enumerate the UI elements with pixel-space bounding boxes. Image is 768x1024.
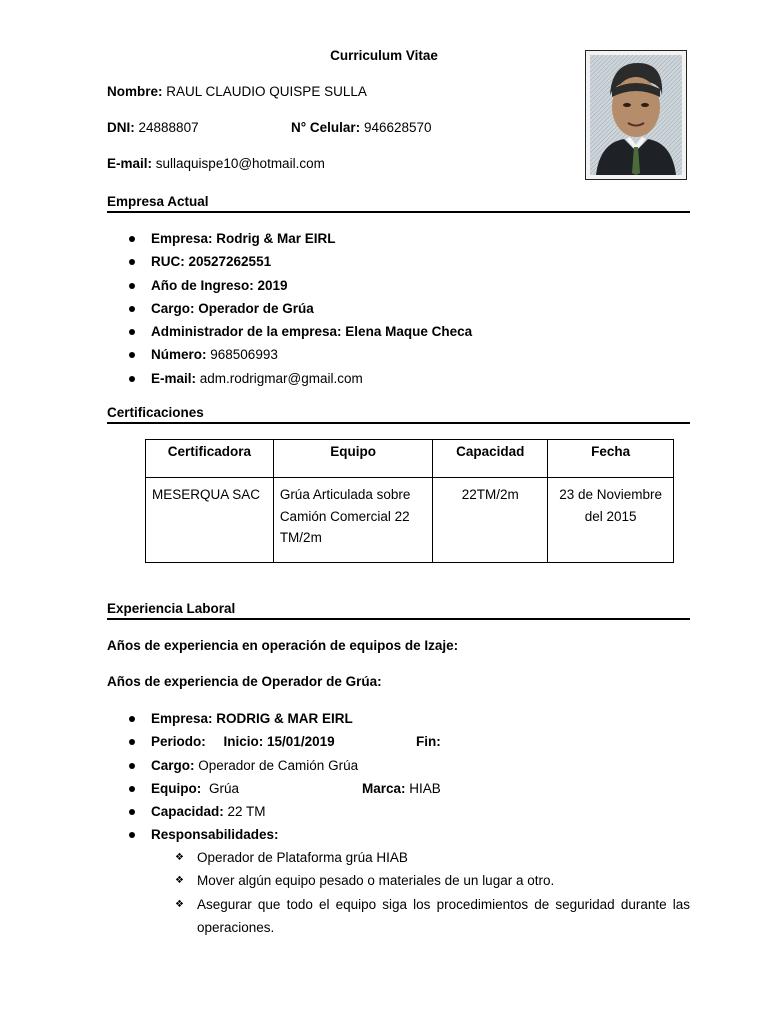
list-item: Capacidad: 22 TM (129, 800, 358, 823)
name-line (107, 84, 367, 99)
email-label: E-mail: (107, 156, 153, 171)
empresa-actual-list (129, 227, 472, 390)
certificaciones-heading: Certificaciones (107, 405, 690, 424)
celular-value: 946628570 (363, 120, 432, 135)
inicio-value: Inicio: 15/01/2019 (223, 734, 335, 750)
list-item: E-mail: adm.rodrigmar@gmail.com (129, 367, 472, 390)
list-item: Equipo: Grúa Marca: HIAB (129, 777, 358, 800)
name-value: RAUL CLAUDIO QUISPE SULLA (166, 84, 367, 99)
portrait-image (590, 55, 682, 175)
fin-label: Fin: (416, 734, 441, 750)
list-item: Responsabilidades: (129, 823, 358, 846)
list-item: Administrador de la empresa: Elena Maque Checa (129, 320, 472, 343)
list-item (129, 730, 441, 753)
marca-label: Marca: (362, 780, 406, 796)
column-header: Fecha (548, 440, 674, 478)
profile-photo (585, 50, 687, 180)
column-header: Certificadora (146, 440, 274, 478)
name-label: Nombre: (107, 84, 163, 99)
list-item: Número: 968506993 (129, 343, 472, 366)
dni-line (107, 120, 199, 135)
list-item: Año de Ingreso: 2019 (129, 274, 472, 297)
list-item: ❖ Operador de Plataforma grúa HIAB (175, 846, 690, 869)
experiencia-heading: Experiencia Laboral (107, 601, 690, 620)
table-row (146, 478, 674, 563)
table-header-row (146, 440, 674, 478)
periodo-label: Periodo: (151, 734, 206, 750)
empresa-actual-heading: Empresa Actual (107, 194, 690, 213)
list-item: Empresa: Rodrig & Mar EIRL (129, 227, 472, 250)
list-item: Cargo: Operador de Camión Grúa (129, 754, 358, 777)
table-cell: Grúa Articulada sobre Camión Comercial 22 TM/2m (273, 478, 433, 563)
list-item: RUC: 20527262551 (129, 250, 472, 273)
column-header: Capacidad (433, 440, 548, 478)
document-title: Curriculum Vitae (330, 48, 438, 63)
dni-label: DNI: (107, 120, 135, 135)
list-item: Cargo: Operador de Grúa (129, 297, 472, 320)
certificaciones-table (145, 439, 674, 563)
column-header: Equipo (273, 440, 433, 478)
experiencia-list (129, 707, 441, 847)
email-line (107, 156, 325, 171)
experiencia-grua-line: Años de experiencia de Operador de Grúa: (107, 674, 382, 689)
responsabilidades-list (175, 846, 690, 939)
table-cell: 22TM/2m (433, 478, 548, 563)
experiencia-izaje-line: Años de experiencia en operación de equipos de Izaje: (107, 638, 459, 653)
celular-line (291, 120, 432, 135)
email-value: sullaquispe10@hotmail.com (155, 156, 325, 171)
list-item: Empresa: RODRIG & MAR EIRL (129, 707, 358, 730)
marca-value: HIAB (405, 780, 441, 796)
table-cell: MESERQUA SAC (146, 478, 274, 563)
table-cell: 23 de Noviembre del 2015 (548, 478, 674, 563)
celular-label: N° Celular: (291, 120, 361, 135)
list-item: ❖ Mover algún equipo pesado o materiales de un lugar a otro. (175, 869, 690, 892)
dni-value: 24888807 (138, 120, 199, 135)
list-item: ❖ Asegurar que todo el equipo siga los procedimientos de seguridad durante las operaciones. (175, 893, 690, 940)
